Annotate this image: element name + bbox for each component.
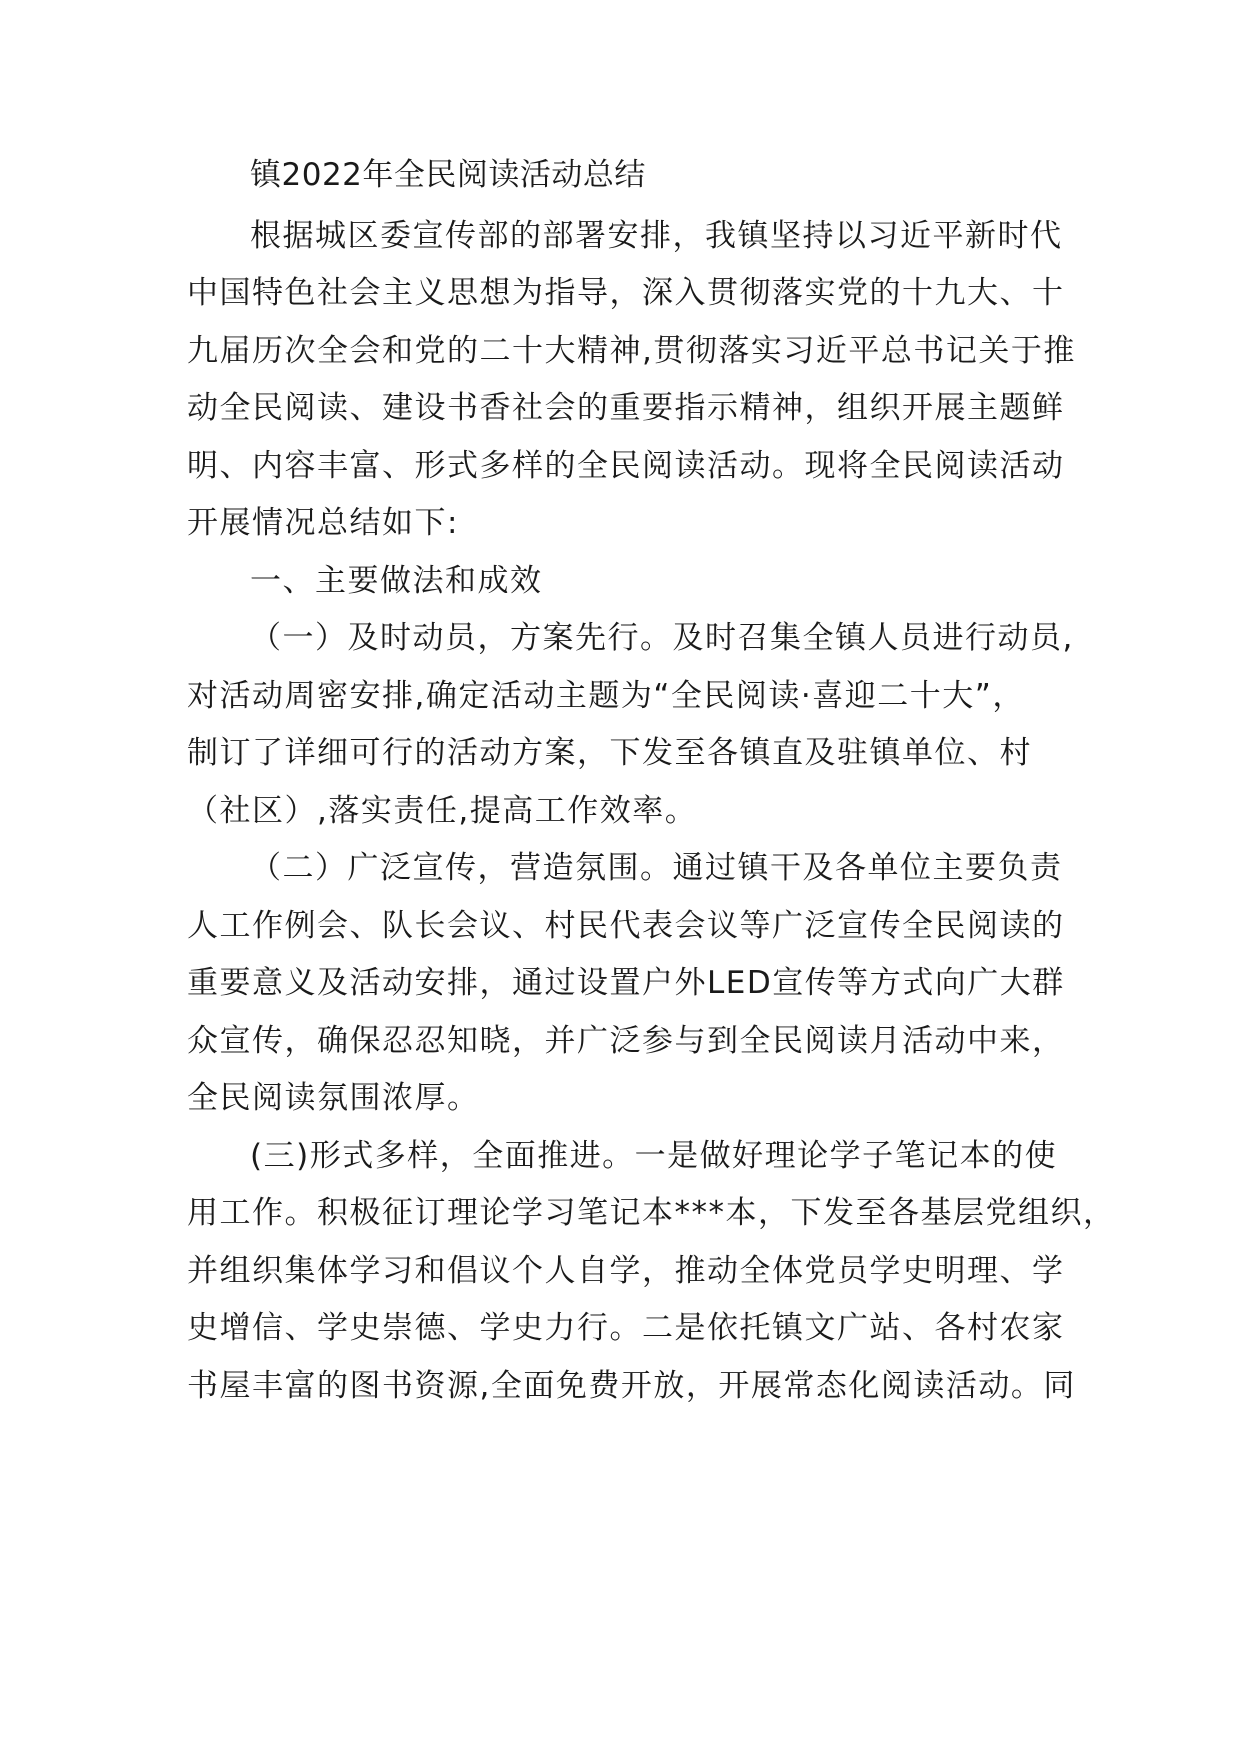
paragraph-line: （二）广泛宣传，营造氛围。通过镇干及各单位主要负责 <box>250 850 1063 886</box>
paragraph-line: （一）及时动员，方案先行。及时召集全镇人员进行动员, <box>250 620 1074 656</box>
paragraph-line: 明、内容丰富、形式多样的全民阅读活动。现将全民阅读活动 <box>187 448 1065 484</box>
paragraph-line: 对活动周密安排,确定活动主题为“全民阅读·喜迎二十大”， <box>187 678 1025 714</box>
paragraph-line: 众宣传，确保忍忍知晓，并广泛参与到全民阅读月活动中来， <box>187 1023 1065 1059</box>
paragraph-line: 并组织集体学习和倡议个人自学，推动全体党员学史明理、学 <box>187 1253 1065 1289</box>
paragraph-line: 全民阅读氛围浓厚。 <box>187 1080 480 1116</box>
section-heading: 一、主要做法和成效 <box>250 563 543 599</box>
paragraph-line: 制订了详细可行的活动方案，下发至各镇直及驻镇单位、村 <box>187 735 1032 771</box>
paragraph-line: 开展情况总结如下: <box>187 505 459 541</box>
paragraph-line: 史增信、学史崇德、学史力行。二是依托镇文广站、各村农家 <box>187 1310 1065 1346</box>
paragraph-line: (三)形式多样，全面推进。一是做好理论学子笔记本的使 <box>250 1138 1058 1174</box>
paragraph-line: 九届历次全会和党的二十大精神,贯彻落实习近平总书记关于推 <box>187 333 1076 369</box>
document-title: 镇2022年全民阅读活动总结 <box>250 157 646 193</box>
paragraph-line: 动全民阅读、建设书香社会的重要指示精神，组织开展主题鲜 <box>187 390 1065 426</box>
paragraph-line: 人工作例会、队长会议、村民代表会议等广泛宣传全民阅读的 <box>187 908 1065 944</box>
paragraph-line: 中国特色社会主义思想为指导，深入贯彻落实党的十九大、十 <box>187 275 1065 311</box>
paragraph-line: 根据城区委宣传部的部署安排，我镇坚持以习近平新时代 <box>250 218 1063 254</box>
paragraph-line: 重要意义及活动安排，通过设置户外LED宣传等方式向广大群 <box>187 965 1065 1001</box>
paragraph-line: 书屋丰富的图书资源,全面免费开放，开展常态化阅读活动。同 <box>187 1368 1076 1404</box>
paragraph-line: （社区）,落实责任,提高工作效率。 <box>187 793 698 829</box>
paragraph-line: 用工作。积极征订理论学习笔记本***本，下发至各基层党组织， <box>187 1195 1116 1231</box>
